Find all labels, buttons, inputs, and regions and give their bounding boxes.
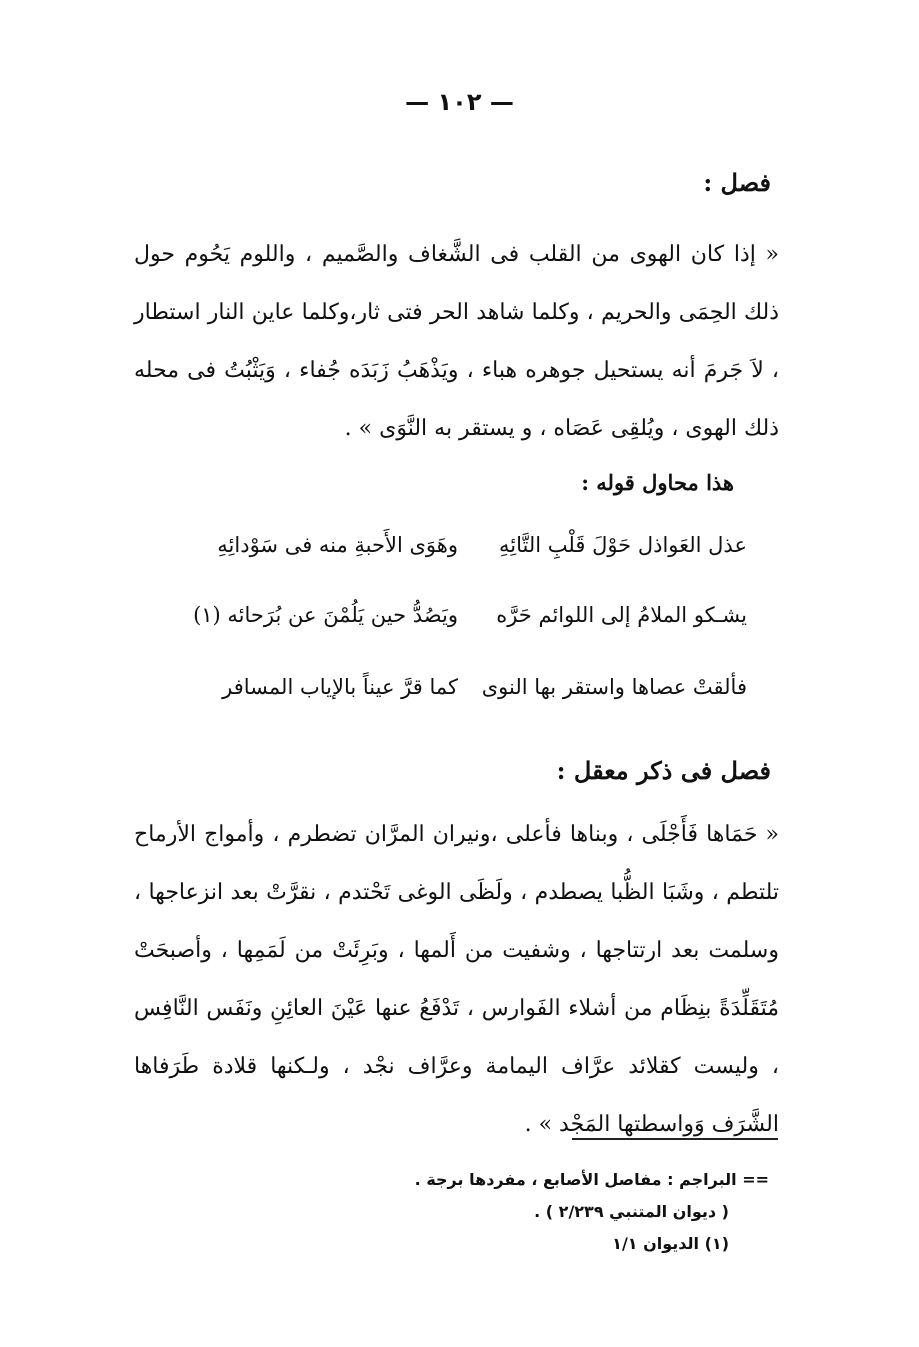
- verse-second-hemistich: ويَصُدُّ حين يَلُمْنَ عن بُرَحائه (١): [193, 603, 458, 627]
- verse-second-hemistich: كما قرَّ عيناً بالإياب المسافر: [222, 675, 458, 699]
- verse-second-hemistich: وهَوَى الأَحبةِ منه فى سَوْدائِهِ: [217, 533, 458, 557]
- footnote: ( ديوان المتنبي ٢/٢٣٩ ) .: [534, 1202, 729, 1221]
- footnote: == البراجم : مفاصل الأصابع ، مفردها برجة .: [414, 1170, 769, 1189]
- section-heading-maqil: فصل فى ذكر معقل :: [556, 756, 771, 785]
- footnote-divider: [572, 1138, 778, 1140]
- section1-paragraph: « إذا كان الهوى من القلب فى الشَّغاف والصَّميم ، واللوم يَحُوم حول ذلك الحِمَى والحريم ، وكلما شاهد الحر فتى ثار،وكلما عاين النار استطار ، لاَ جَرمَ أنه يستحيل جوهره هباء ، ويَذْهَبُ زَبَدَه جُفاء ، وَيَثْبُتُ فى محله ذلك الهوى ، ويُلقِى عَصَاه ، و يستقر به النَّوَى » .: [134, 242, 779, 441]
- verses-intro: هذا محاول قوله :: [581, 470, 734, 495]
- page-number: — ١٠٢ —: [405, 88, 514, 116]
- verse-line: [168, 603, 747, 643]
- section-heading-fasl: فصل :: [703, 168, 771, 197]
- footnote: (١) الديوان ١/١: [612, 1234, 729, 1253]
- verse-line: [168, 675, 747, 715]
- verse-first-hemistich: يشـكو الملامُ إلى اللوائم حَرَّه: [496, 603, 747, 627]
- verse-line: [168, 533, 747, 573]
- section2-paragraph: « حَمَاها فَأَجْلَى ، وبناها فأعلى ،ونيران المرَّان تضطرم ، وأمواج الأرماح تلتطم ، وشَبَا الظُّبا يصطدم ، ولَظَى الوغى تَحْتدم ، نقرَّتْ بعد انزعاجها ، وسلمت بعد ارتتاجها ، وشفيت من أَلمها ، وبَرِئَتْ من لَمَمِها ، وأصبحَتْ مُتَقَلِّدَةً بنِظَام من أشلاء الفَوارس ، تَدْفَعُ عنها عَيْنَ العائِنِ ونَفَس النَّافِس ، وليست كقلائد عرَّاف اليمامة وعرَّاف نجْد ، ولـكنها قلادة طَرَفاها الشَّرَف وَواسطتها المَجْد » .: [134, 822, 779, 1137]
- verse-first-hemistich: عذل العَواذل حَوْلَ قَلْبِ التَّائِهِ: [499, 533, 747, 557]
- verse-first-hemistich: فألقتْ عصاها واستقر بها النوى: [481, 675, 747, 699]
